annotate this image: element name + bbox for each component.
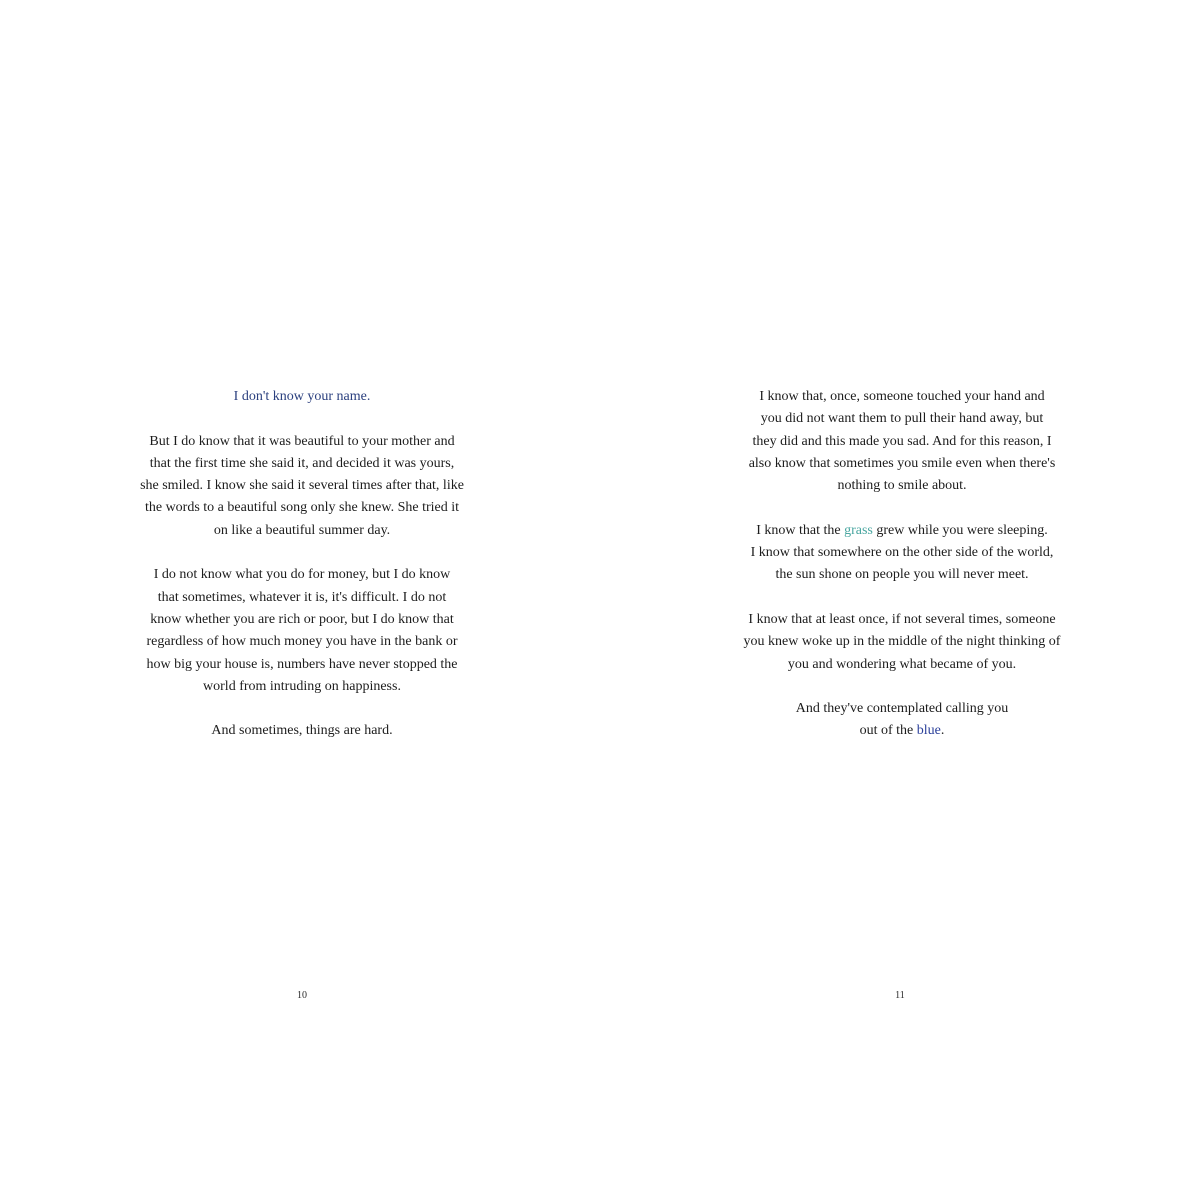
text-run: out of the	[859, 723, 917, 739]
paragraph-line: you did not want them to pull their hand away, but	[760, 411, 1044, 427]
paragraph-line: you knew woke up in the middle of the night thinking of	[743, 634, 1061, 650]
paragraph-line: she smiled. I know she said it several times after that, like	[140, 478, 464, 494]
paragraph-line: that the first time she said it, and decided it was yours,	[149, 455, 455, 471]
paragraph-spacer	[118, 408, 486, 430]
right-page-text	[718, 386, 1086, 743]
blue-word: blue	[916, 723, 941, 739]
page-number: 11	[895, 990, 905, 1001]
text-run: I know that the	[756, 522, 845, 538]
closing-line: And sometimes, things are hard.	[211, 723, 393, 739]
paragraph-line: But I do know that it was beautiful to your mother and	[149, 433, 455, 449]
paragraph-spacer	[718, 676, 1086, 698]
paragraph-line: on like a beautiful summer day.	[213, 522, 391, 538]
paragraph-line: And they've contemplated calling you	[795, 701, 1009, 717]
paragraph-line: I know that at least once, if not several times, someone	[748, 611, 1056, 627]
paragraph-line	[718, 520, 1086, 542]
paragraph-line: that sometimes, whatever it is, it's difficult. I do not	[157, 589, 447, 605]
paragraph-line: you and wondering what became of you.	[787, 656, 1017, 672]
paragraph-line: also know that sometimes you smile even when there's	[748, 455, 1056, 471]
paragraph-line: I do not know what you do for money, but I do know	[153, 567, 451, 583]
text-run: .	[940, 723, 945, 739]
paragraph-line: the sun shone on people you will never meet.	[775, 567, 1029, 583]
paragraph-spacer	[718, 497, 1086, 519]
left-page-text	[118, 386, 486, 743]
paragraph-spacer	[718, 587, 1086, 609]
paragraph-line: know whether you are rich or poor, but I do know that	[150, 611, 454, 627]
paragraph-line	[718, 720, 1086, 742]
page-number: 10	[297, 990, 307, 1001]
text-run: grew while you were sleeping.	[872, 522, 1048, 538]
paragraph-spacer	[118, 542, 486, 564]
paragraph-line: I know that somewhere on the other side of the world,	[750, 545, 1054, 561]
paragraph-line: how big your house is, numbers have never stopped the	[146, 656, 458, 672]
paragraph-spacer	[118, 698, 486, 720]
right-page	[600, 0, 1200, 1200]
paragraph-line: the words to a beautiful song only she knew. She tried it	[144, 500, 460, 516]
paragraph-line: nothing to smile about.	[837, 478, 967, 494]
paragraph-line: I know that, once, someone touched your hand and	[759, 389, 1045, 404]
opening-line: I don't know your name.	[233, 389, 371, 404]
paragraph-line: regardless of how much money you have in the bank or	[146, 634, 458, 650]
paragraph-line: world from intruding on happiness.	[203, 678, 401, 694]
paragraph-line: they did and this made you sad. And for this reason, I	[752, 433, 1052, 449]
grass-word: grass	[844, 522, 873, 538]
